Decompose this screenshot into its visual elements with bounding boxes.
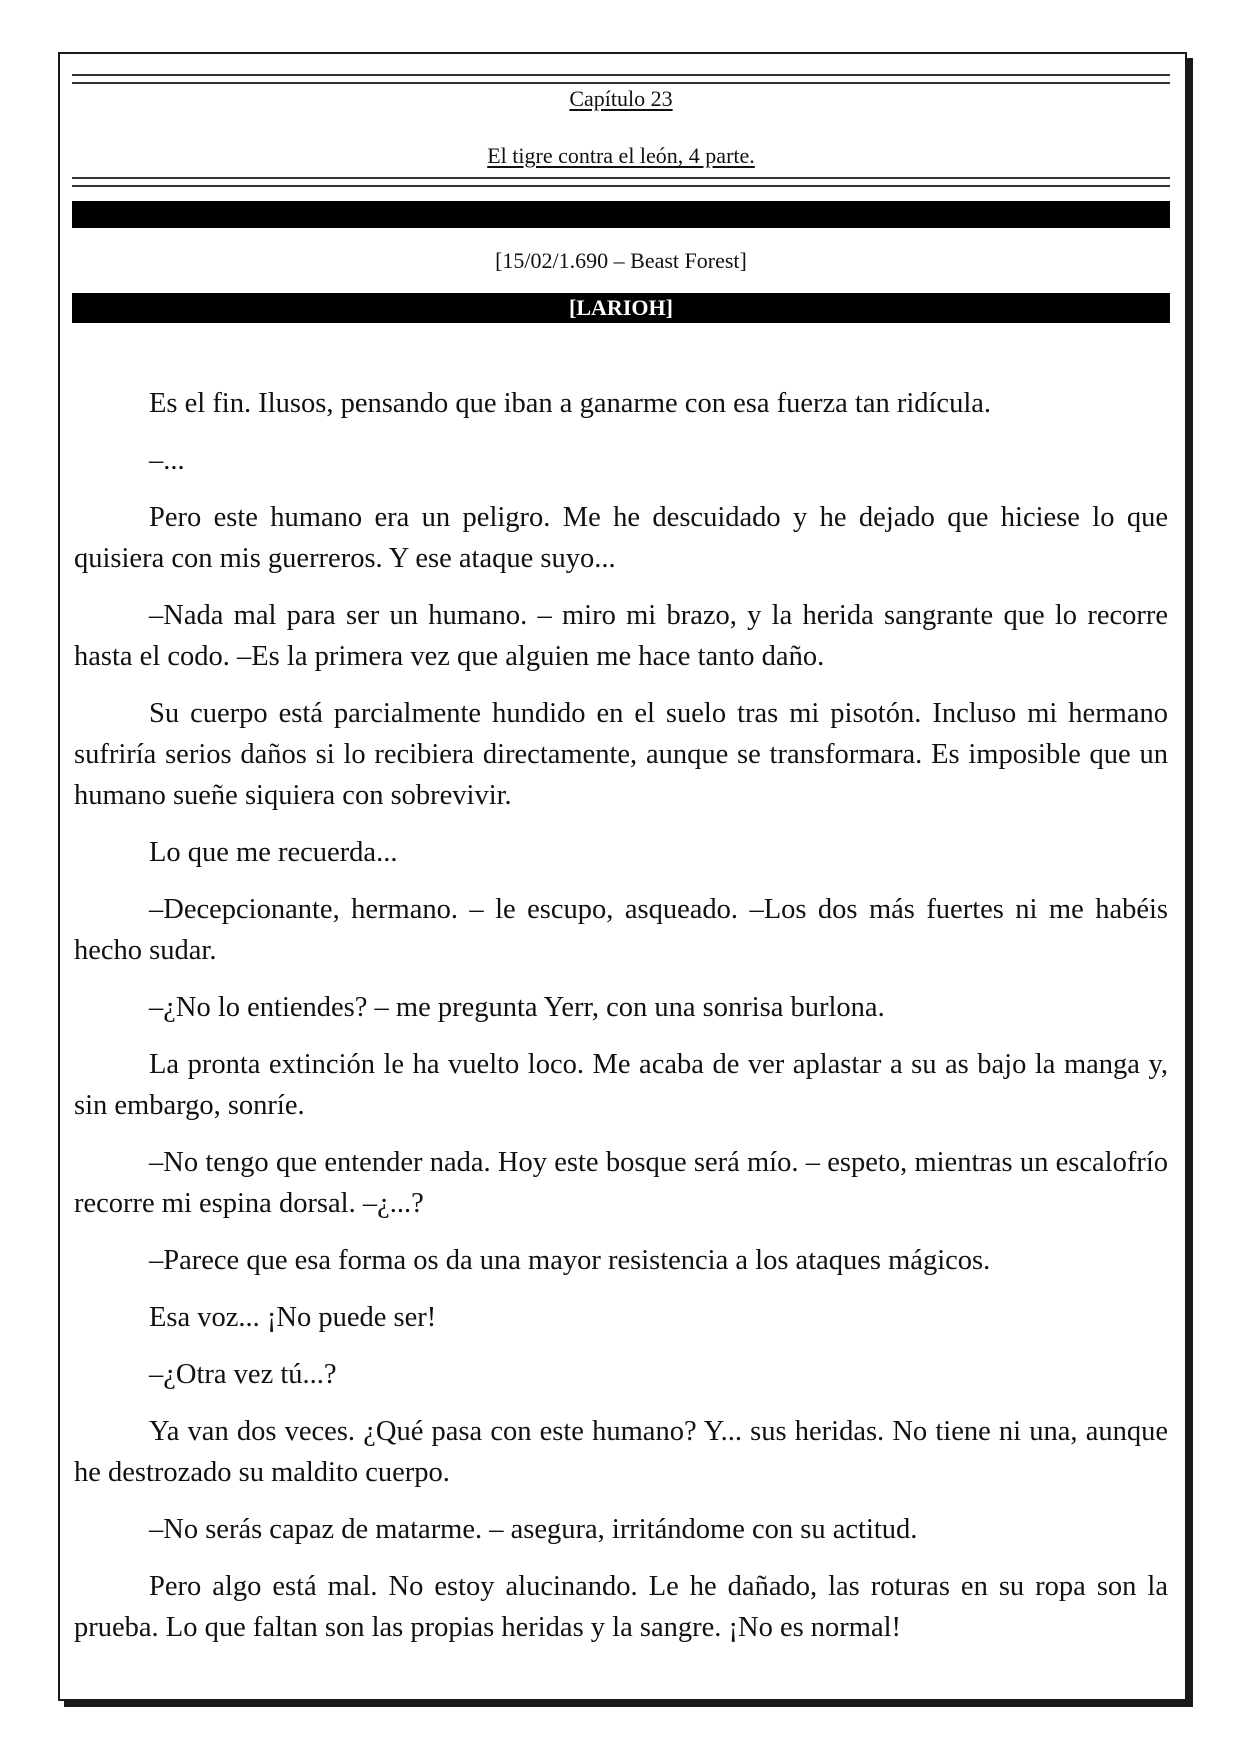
- paragraph: Lo que me recuerda...: [149, 837, 398, 868]
- scene-location: [15/02/1.690 – Beast Forest]: [495, 248, 747, 273]
- paragraph: La pronta extinción le ha vuelto loco. Me acaba de ver aplastar a su as bajo la manga y, sin embargo, sonríe.: [74, 1049, 1168, 1121]
- paragraph: –...: [149, 445, 185, 476]
- story-text: [74, 383, 1168, 1664]
- paragraph: –No serás capaz de matarme. – asegura, irritándome con su actitud.: [149, 1514, 918, 1545]
- paragraph: –No tengo que entender nada. Hoy este bosque será mío. – espeto, mientras un escalofrío recorre mi espina dorsal. –¿...?: [74, 1147, 1168, 1219]
- header-top-rule: [72, 74, 1170, 84]
- paragraph: –Decepcionante, hermano. – le escupo, asqueado. –Los dos más fuertes ni me habéis hecho sudar.: [74, 894, 1168, 966]
- paragraph: Ya van dos veces. ¿Qué pasa con este humano? Y... sus heridas. No tiene ni una, aunque he destrozado su maldito cuerpo.: [74, 1416, 1168, 1488]
- chapter-title: Capítulo 23: [569, 86, 673, 111]
- pov-banner: [LARIOH]: [72, 293, 1170, 323]
- paragraph: Su cuerpo está parcialmente hundido en el suelo tras mi pisotón. Incluso mi hermano sufriría serios daños si lo recibiera directamente, aunque se transformara. Es imposible que un humano sueñe siquiera con sobrevivir.: [74, 698, 1168, 811]
- paragraph: Esa voz... ¡No puede ser!: [149, 1302, 437, 1333]
- chapter-subtitle: El tigre contra el león, 4 parte.: [487, 143, 755, 168]
- paragraph: Pero algo está mal. No estoy alucinando. Le he dañado, las roturas en su ropa son la prueba. Lo que faltan son las propias heridas y la sangre. ¡No es normal!: [74, 1571, 1168, 1643]
- paragraph: –¿Otra vez tú...?: [149, 1359, 337, 1390]
- section-divider-bar: [72, 201, 1170, 228]
- paragraph: –Parece que esa forma os da una mayor resistencia a los ataques mágicos.: [149, 1245, 991, 1276]
- paragraph: Pero este humano era un peligro. Me he descuidado y he dejado que hiciese lo que quisiera con mis guerreros. Y ese ataque suyo...: [74, 502, 1168, 574]
- paragraph: –¿No lo entiendes? – me pregunta Yerr, con una sonrisa burlona.: [149, 992, 885, 1023]
- paragraph: Es el fin. Ilusos, pensando que iban a ganarme con esa fuerza tan ridícula.: [149, 388, 992, 419]
- paragraph: –Nada mal para ser un humano. – miro mi brazo, y la herida sangrante que lo recorre hasta el codo. –Es la primera vez que alguien me hace tanto daño.: [74, 600, 1168, 672]
- header-bottom-rule: [72, 177, 1170, 187]
